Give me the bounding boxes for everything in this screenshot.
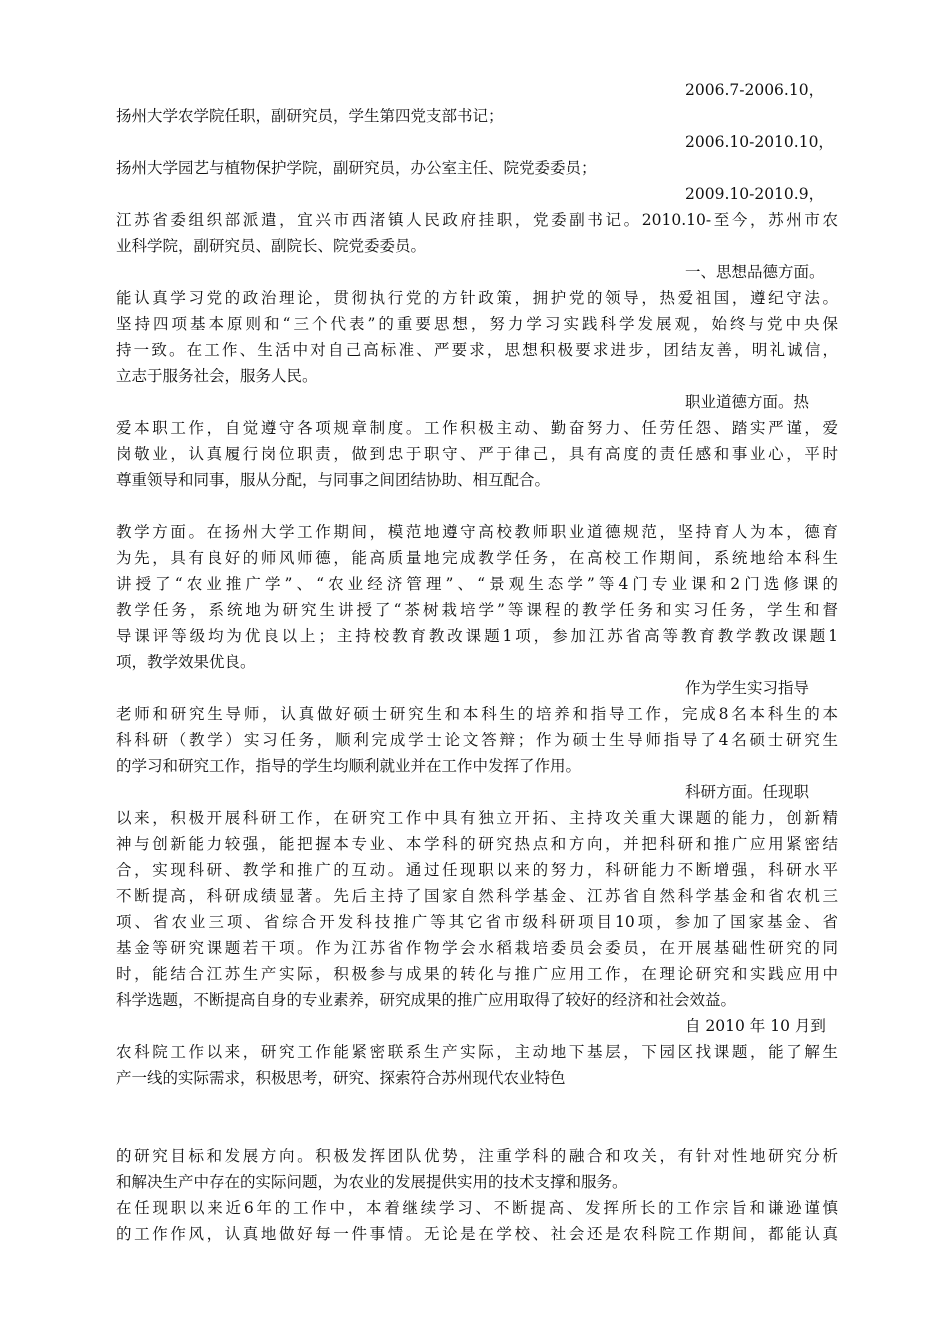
text-line: 扬州大学农学院任职，副研究员，学生第四党支部书记； (116, 107, 504, 125)
section-heading-research: 科研方面。任现职 (685, 783, 810, 801)
date-range-2: 2006.10-2010.10， (685, 133, 834, 151)
text-line: 爱本职工作，自觉遵守各项规章制度。工作积极主动、勤奋努力、任劳任怨、踏实严谨，爱 (116, 419, 838, 437)
text-line: 的研究目标和发展方向。积极发挥团队优势，注重学科的融合和攻关，有针对性地研究分析 (116, 1147, 838, 1165)
text-line: 项，教学效果优良。 (116, 653, 256, 671)
text-line: 项、省农业三项、省综合开发科技推广等其它省市级科研项目10项，参加了国家基金、省 (116, 913, 838, 931)
text-line: 扬州大学园艺与植物保护学院，副研究员，办公室主任、院党委委员； (116, 159, 597, 177)
text-line: 尊重领导和同事，服从分配，与同事之间团结协助、相互配合。 (116, 471, 551, 489)
text-line: 业科学院，副研究员、副院长、院党委委员。 (116, 237, 427, 255)
section-heading-teaching: 教学方面。在扬州大学工作期间，模范地遵守高校教师职业道德规范，坚持育人为本，德育 (116, 523, 838, 541)
text-line: 神与创新能力较强，能把握本专业、本学科的研究热点和方向，并把科研和推广应用紧密结 (116, 835, 838, 853)
text-line: 的学习和研究工作，指导的学生均顺利就业并在工作中发挥了作用。 (116, 757, 582, 775)
text-line: 不断提高，科研成绩显著。先后主持了国家自然科学基金、江苏省自然科学基金和省农机三 (116, 887, 838, 905)
text-line: 的工作作风，认真地做好每一件事情。无论是在学校、社会还是农科院工作期间，都能认真 (116, 1225, 838, 1243)
section-heading-ethics: 职业道德方面。热 (685, 393, 810, 411)
text-line: 持一致。在工作、生活中对自己高标准、严要求，思想积极要求进步，团结友善，明礼诚信， (116, 341, 838, 359)
text-line: 产一线的实际需求，积极思考，研究、探索符合苏州现代农业特色 (116, 1069, 566, 1087)
date-range-1: 2006.7-2006.10， (685, 81, 825, 99)
text-line: 岗敬业，认真履行岗位职责，做到忠于职守、严于律己，具有高度的责任感和事业心，平时 (116, 445, 838, 463)
text-line: 立志于服务社会，服务人民。 (116, 367, 318, 385)
text-line: 科科研（教学）实习任务，顺利完成学士论文答辩；作为硕士生导师指导了4名硕士研究生 (116, 731, 838, 749)
text-line: 坚持四项基本原则和“三个代表”的重要思想，努力学习实践科学发展观，始终与党中央保 (116, 315, 838, 333)
text-line: 教学任务，系统地为研究生讲授了“茶树栽培学”等课程的教学任务和实习任务，学生和督 (116, 601, 838, 619)
text-line: 导课评等级均为优良以上；主持校教育教改课题1项，参加江苏省高等教育教学教改课题1 (116, 627, 838, 645)
text-line: 江苏省委组织部派遣，宜兴市西渚镇人民政府挂职，党委副书记。2010.10-至今，苏州市农 (116, 211, 838, 229)
section-heading-since-2010: 自 2010 年 10 月到 (685, 1017, 826, 1035)
text-line: 讲授了“农业推广学”、“农业经济管理”、“景观生态学”等4门专业课和2门选修课的 (116, 575, 838, 593)
text-line: 在任现职以来近6年的工作中，本着继续学习、不断提高、发挥所长的工作宗旨和谦逊谨慎 (116, 1199, 838, 1217)
section-heading-ideology: 一、思想品德方面。 (685, 263, 825, 281)
text-line: 以来，积极开展科研工作，在研究工作中具有独立开拓、主持攻关重大课题的能力，创新精 (116, 809, 838, 827)
text-line: 科学选题，不断提高自身的专业素养，研究成果的推广应用取得了较好的经济和社会效益。 (116, 991, 737, 1009)
text-line: 为先，具有良好的师风师德，能高质量地完成教学任务，在高校工作期间，系统地给本科生 (116, 549, 838, 567)
text-line: 老师和研究生导师，认真做好硕士研究生和本科生的培养和指导工作，完成8名本科生的本 (116, 705, 838, 723)
text-line: 能认真学习党的政治理论，贯彻执行党的方针政策，拥护党的领导，热爱祖国，遵纪守法。 (116, 289, 838, 307)
text-line: 时，能结合江苏生产实际，积极参与成果的转化与推广应用工作，在理论研究和实践应用中 (116, 965, 838, 983)
text-line: 农科院工作以来，研究工作能紧密联系生产实际，主动地下基层，下园区找课题，能了解生 (116, 1043, 838, 1061)
text-line: 基金等研究课题若干项。作为江苏省作物学会水稻栽培委员会委员，在开展基础性研究的同 (116, 939, 838, 957)
section-heading-supervision: 作为学生实习指导 (685, 679, 810, 697)
text-line: 和解决生产中存在的实际问题，为农业的发展提供实用的技术支撑和服务。 (116, 1173, 628, 1191)
date-range-3: 2009.10-2010.9， (685, 185, 825, 203)
text-line: 合，实现科研、教学和推广的互动。通过任现职以来的努力，科研能力不断增强，科研水平 (116, 861, 838, 879)
